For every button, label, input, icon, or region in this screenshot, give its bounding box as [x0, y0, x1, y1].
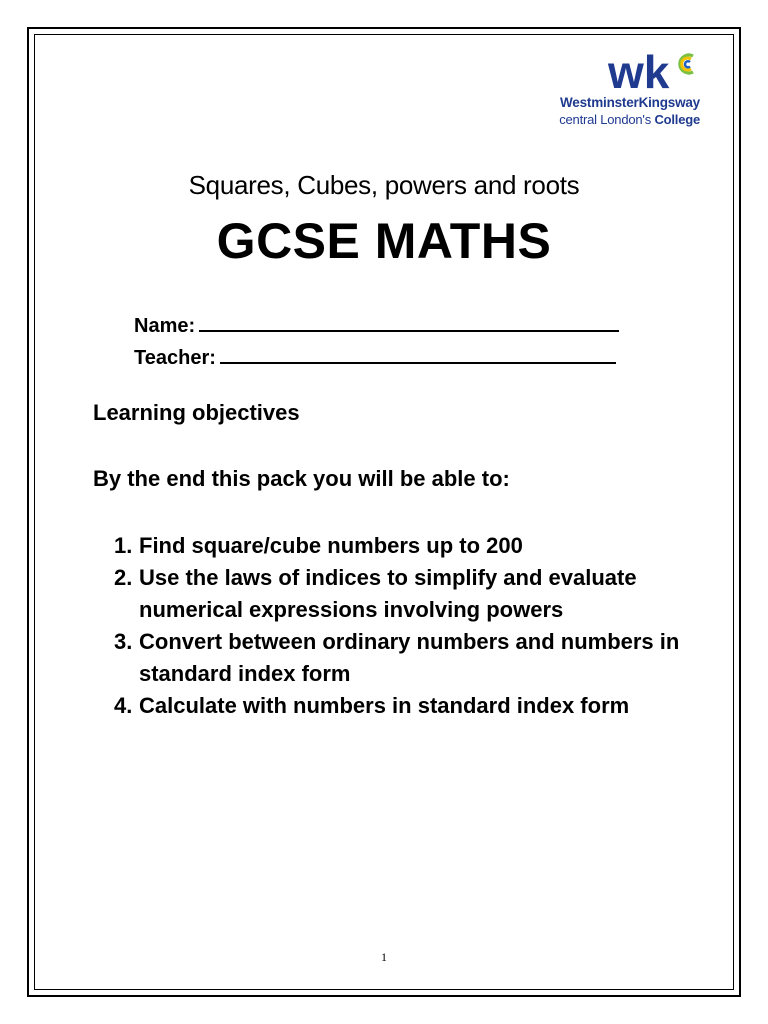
logo-wk-text: wk	[608, 48, 670, 96]
objective-number: 3.	[114, 629, 133, 654]
document-title: GCSE MATHS	[216, 213, 552, 269]
logo-college-name: WestminsterKingsway	[560, 95, 700, 110]
college-logo	[510, 48, 700, 132]
name-blank-line[interactable]	[199, 312, 619, 332]
objectives-intro: By the end this pack you will be able to:	[93, 466, 510, 491]
objective-number: 4.	[114, 693, 133, 718]
teacher-label: Teacher:	[134, 347, 216, 369]
objective-text: Calculate with numbers in standard index form	[139, 693, 630, 718]
objective-item	[114, 626, 734, 690]
logo-blue-arc	[685, 61, 690, 67]
logo-tagline-prefix: central London's	[559, 112, 655, 127]
objective-number: 1.	[114, 533, 133, 558]
logo-tagline-bold: College	[654, 112, 700, 127]
objective-text: Convert between ordinary numbers and numbers in standard index form	[139, 629, 680, 686]
objective-text: Use the laws of indices to simplify and evaluate numerical expressions involving powers	[139, 565, 637, 622]
objective-item	[114, 530, 734, 562]
wkc-logo-mark	[606, 48, 701, 96]
objective-number: 2.	[114, 565, 133, 590]
page-number: 1	[381, 950, 387, 964]
document-subtitle: Squares, Cubes, powers and roots	[188, 170, 580, 200]
name-field[interactable]	[134, 312, 619, 338]
objectives-list	[114, 530, 734, 722]
teacher-blank-line[interactable]	[220, 344, 616, 364]
objective-text: Find square/cube numbers up to 200	[139, 533, 523, 558]
name-label: Name:	[134, 315, 196, 337]
objective-item	[114, 562, 734, 626]
objective-item	[114, 690, 734, 722]
logo-tagline	[514, 112, 700, 127]
teacher-field[interactable]	[134, 344, 616, 370]
learning-objectives-heading: Learning objectives	[93, 400, 300, 425]
